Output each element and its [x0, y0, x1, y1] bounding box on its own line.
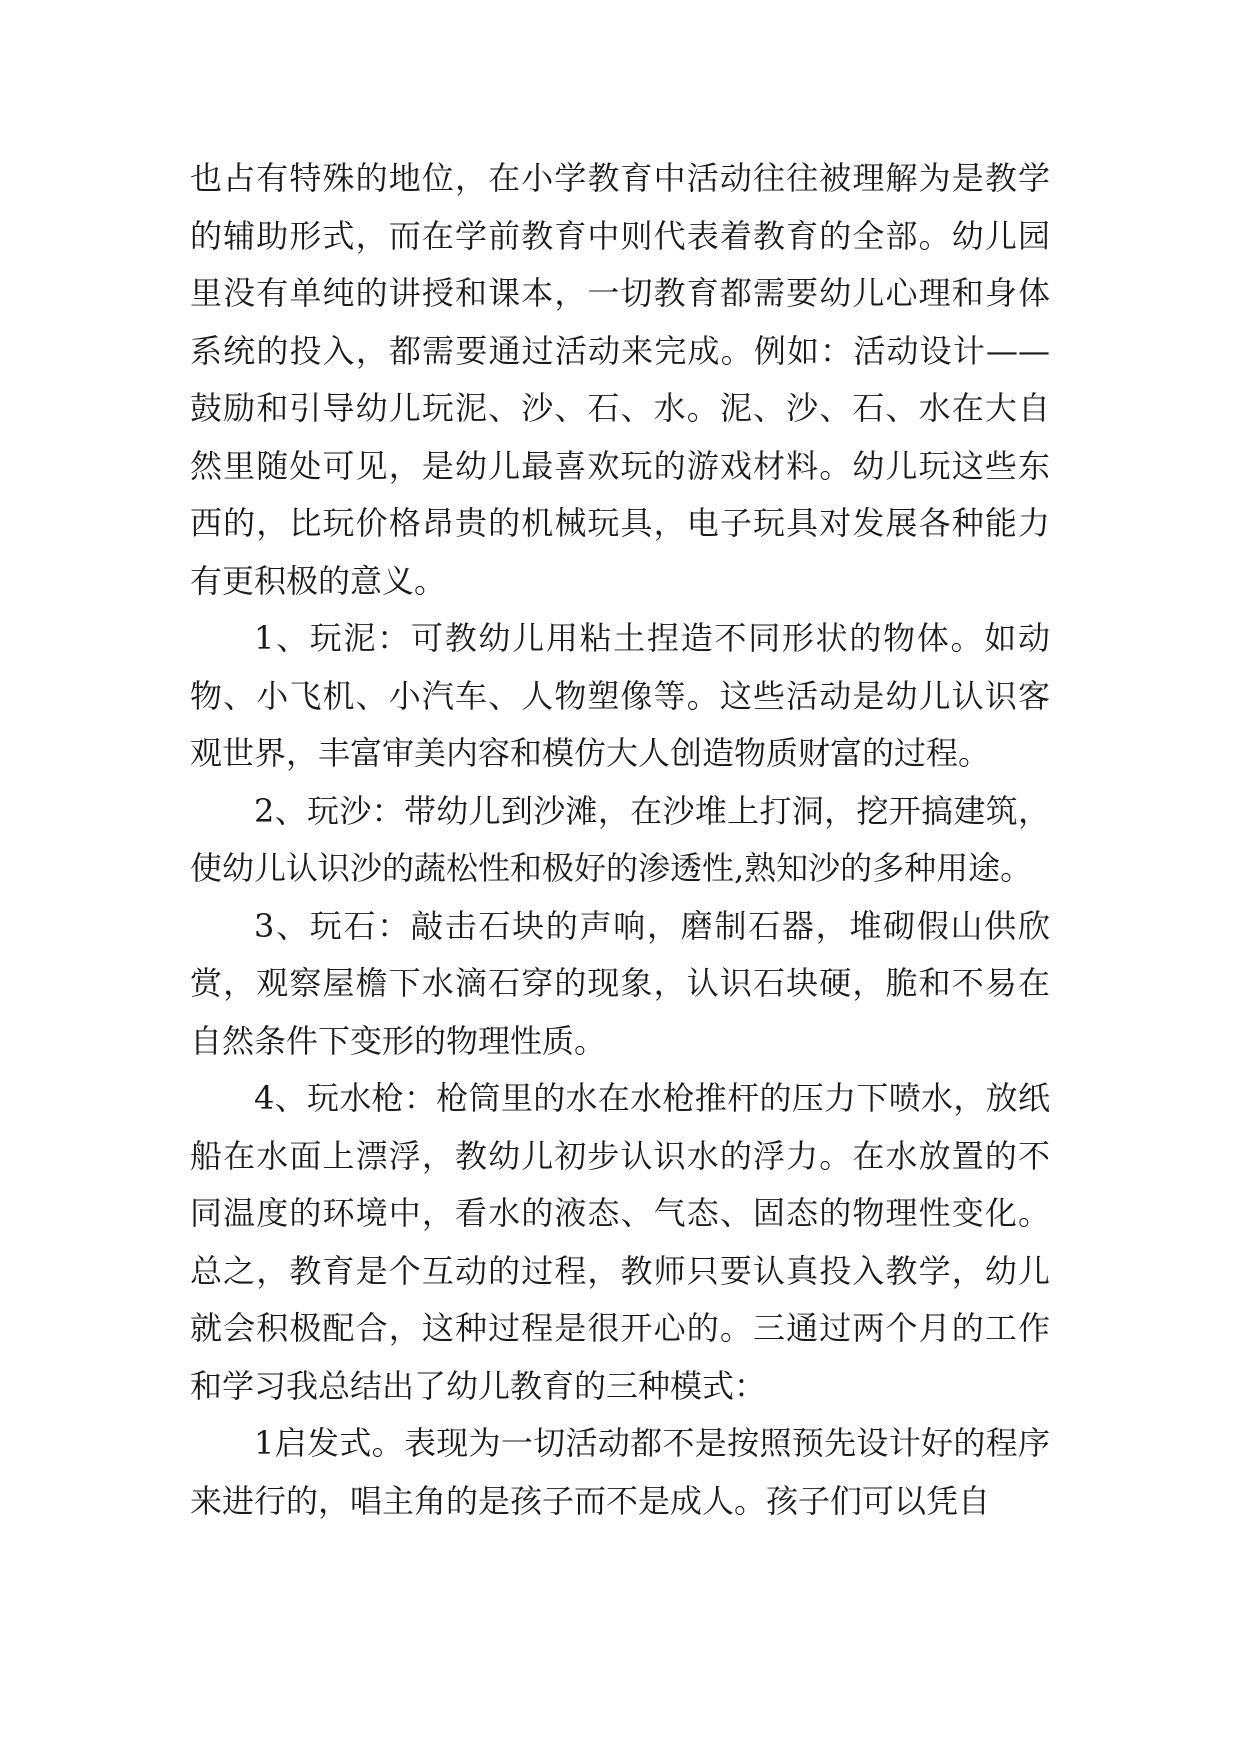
- document-page: [190, 150, 1050, 1530]
- paragraph-play-stone: 3、玩石：敲击石块的声响，磨制石器，堆砌假山供欣赏，观察屋檐下水滴石穿的现象，认识石块硬，脆和不易在自然条件下变形的物理性质。: [190, 906, 1050, 1060]
- paragraph-play-water-gun: 4、玩水枪：枪筒里的水在水枪推杆的压力下喷水，放纸船在水面上漂浮，教幼儿初步认识水的浮力。在水放置的不同温度的环境中，看水的液态、气态、固态的物理性变化。总之，教育是个互动的过程，教师只要认真投入教学，幼儿就会积极配合，这种过程是很开心的。三通过两个月的工作和学习我总结出了幼儿教育的三种模式：: [190, 1079, 1050, 1405]
- paragraph-heuristic-mode: 1启发式。表现为一切活动都不是按照预先设计好的程序来进行的，唱主角的是孩子而不是成人。孩子们可以凭自: [190, 1424, 1050, 1520]
- paragraph-intro-continuation: 也占有特殊的地位，在小学教育中活动往往被理解为是教学的辅助形式，而在学前教育中则代表着教育的全部。幼儿园里没有单纯的讲授和课本，一切教育都需要幼儿心理和身体系统的投入，都需要通过活动来完成。例如：活动设计——鼓励和引导幼儿玩泥、沙、石、水。泥、沙、石、水在大自然里随处可见，是幼儿最喜欢玩的游戏材料。幼儿玩这些东西的，比玩价格昂贵的机械玩具，电子玩具对发展各种能力有更积极的意义。: [190, 159, 1050, 600]
- paragraph-play-sand: 2、玩沙：带幼儿到沙滩，在沙堆上打洞，挖开搞建筑，使幼儿认识沙的蔬松性和极好的渗透性,熟知沙的多种用途。: [190, 791, 1050, 887]
- paragraph-play-mud: 1、玩泥：可教幼儿用粘土捏造不同形状的物体。如动物、小飞机、小汽车、人物塑像等。这些活动是幼儿认识客观世界，丰富审美内容和模仿大人创造物质财富的过程。: [190, 619, 1050, 772]
